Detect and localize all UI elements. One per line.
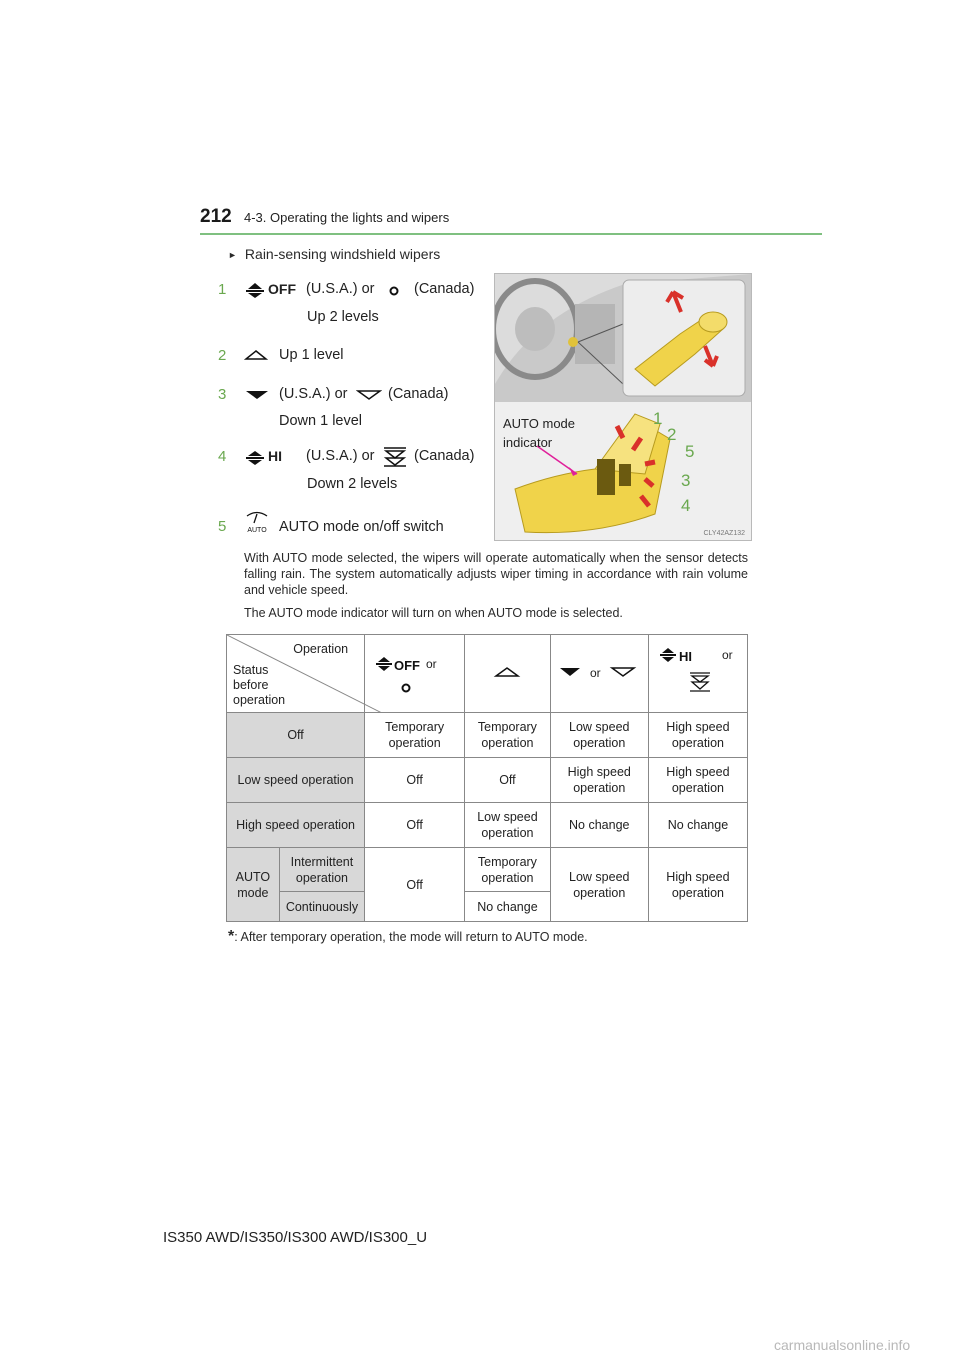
- item-1-usa: (U.S.A.) or: [306, 281, 375, 297]
- row-auto-intermittent: Intermittent operation: [279, 848, 364, 892]
- watermark: carmanualsonline.info: [774, 1337, 911, 1353]
- section-title: 4-3. Operating the lights and wipers: [244, 210, 450, 225]
- item-1-desc: Up 2 levels: [307, 309, 379, 325]
- item-2-desc: Up 1 level: [279, 347, 344, 363]
- callout-5: 5: [685, 442, 695, 461]
- item-5-desc: AUTO mode on/off switch: [279, 519, 444, 535]
- table-cell: No change: [550, 803, 648, 848]
- hi-symbol-label: HI: [268, 448, 282, 464]
- footnote-marker: *: [228, 928, 235, 945]
- table-cell: High speed operation: [648, 758, 747, 803]
- auto-mode-paragraph: With AUTO mode selected, the wipers will operate automatically when the sensor detects falling rain. The system automatically adjusts wiper timing in accordance with rain volume and vehicle speed.: [244, 551, 748, 597]
- wiper-lever-drawing: [495, 274, 751, 540]
- table-cell: Off: [465, 758, 551, 803]
- operation-header: Operation: [293, 642, 349, 656]
- item-number-3: 3: [218, 386, 227, 403]
- table-cell: High speed operation: [648, 713, 747, 758]
- item-1-canada: (Canada): [414, 281, 475, 297]
- table-row: [227, 758, 748, 803]
- page-number: 212: [200, 206, 232, 227]
- up-outline-icon: [244, 349, 268, 361]
- model-footer: IS350 AWD/IS350/IS300 AWD/IS300_U: [163, 1229, 428, 1246]
- col-hi-or: or: [721, 647, 733, 662]
- header-rule: [200, 233, 822, 235]
- item-3-usa: (U.S.A.) or: [279, 386, 348, 402]
- table-cell: Off: [365, 758, 465, 803]
- callout-3: 3: [681, 471, 691, 490]
- auto-indicator-paragraph: The AUTO mode indicator will turn on when AUTO mode is selected.: [244, 606, 623, 620]
- table-cell: Temporary operation: [465, 713, 551, 758]
- col-mist-off: OFF: [393, 657, 420, 673]
- down-double-outline-icon: [382, 446, 408, 468]
- table-cell: No change: [465, 892, 551, 922]
- item-4-desc: Down 2 levels: [307, 476, 398, 492]
- table-header-row: [227, 635, 748, 713]
- illustration-code: CLY42AZ132: [703, 530, 745, 537]
- callout-1: 1: [653, 409, 663, 428]
- callout-2: 2: [667, 425, 677, 444]
- status-header: Status before operation: [233, 663, 286, 707]
- table-row: [227, 848, 748, 892]
- mist-off-icon: [244, 282, 266, 298]
- item-4-usa: (U.S.A.) or: [306, 448, 375, 464]
- col-hi-header: [648, 635, 747, 713]
- col-up-icon: [492, 665, 522, 679]
- table-row: [227, 803, 748, 848]
- auto-switch-icon: [242, 510, 272, 534]
- col-down-symbols: [556, 664, 642, 680]
- table-corner-cell: [227, 635, 365, 713]
- table-row: [227, 713, 748, 758]
- table-cell: Off: [365, 848, 465, 922]
- row-low-label: Low speed operation: [227, 758, 365, 803]
- footnote-text: : After temporary operation, the mode will return to AUTO mode.: [234, 930, 588, 944]
- col-down-header: [550, 635, 648, 713]
- col-mist-or: or: [425, 656, 437, 671]
- table-cell: Low speed operation: [465, 803, 551, 848]
- mist-circle-icon: [388, 285, 400, 297]
- item-number-5: 5: [218, 518, 227, 535]
- bullet-arrow-icon: ►: [228, 250, 237, 260]
- table-cell: Off: [365, 803, 465, 848]
- col-hi-symbols: [654, 643, 742, 701]
- down-outline-icon: [356, 389, 382, 401]
- operation-table: [226, 634, 748, 922]
- bullet-text: Rain-sensing windshield wipers: [244, 246, 441, 262]
- table-cell: No change: [648, 803, 747, 848]
- col-down-or: or: [590, 665, 601, 680]
- row-high-label: High speed operation: [227, 803, 365, 848]
- col-hi-label: HI: [678, 648, 692, 664]
- table-cell: Temporary operation: [465, 848, 551, 892]
- page-header: [200, 204, 822, 234]
- auto-indicator-label: AUTO mode indicator: [503, 416, 576, 450]
- item-3-canada: (Canada): [388, 386, 449, 402]
- row-auto-continuously: Continuously: [279, 892, 364, 922]
- table-cell: Low speed operation: [550, 848, 648, 922]
- callout-4: 4: [681, 496, 691, 515]
- wiper-illustration: [494, 273, 752, 541]
- col-up-header: [465, 635, 551, 713]
- item-number-4: 4: [218, 448, 227, 465]
- auto-switch-text: AUTO: [247, 527, 267, 534]
- table-cell: High speed operation: [550, 758, 648, 803]
- table-cell: Low speed operation: [550, 713, 648, 758]
- table-cell: Temporary operation: [365, 713, 465, 758]
- bullet-heading: [228, 246, 440, 262]
- item-4-canada: (Canada): [414, 448, 475, 464]
- footnote: [228, 928, 588, 946]
- item-number-2: 2: [218, 347, 227, 364]
- item-number-1: 1: [218, 281, 227, 298]
- col-mist-symbols: [370, 648, 460, 696]
- item-3-desc: Down 1 level: [279, 413, 363, 429]
- off-symbol-label: OFF: [268, 281, 296, 297]
- row-off-label: Off: [227, 713, 365, 758]
- table-cell: High speed operation: [648, 848, 747, 922]
- mist-hi-icon: [244, 450, 266, 466]
- down-filled-icon: [244, 389, 270, 401]
- row-auto-label: AUTO mode: [227, 848, 280, 922]
